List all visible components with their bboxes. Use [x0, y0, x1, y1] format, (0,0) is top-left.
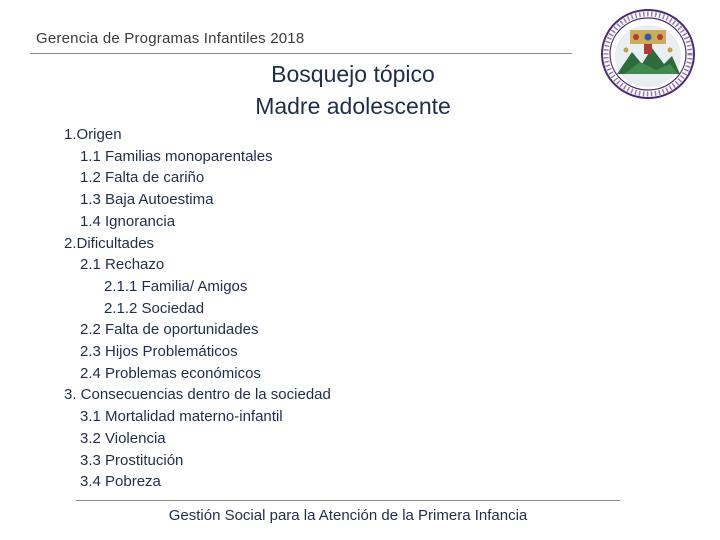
- header-text: Gerencia de Programas Infantiles 2018: [36, 30, 305, 47]
- footer-text: Gestión Social para la Atención de la Primera Infancia: [168, 507, 528, 524]
- outline-item: 2.1 Rechazo: [80, 256, 165, 274]
- outline-item: 2.3 Hijos Problemáticos: [80, 343, 238, 361]
- footer-divider: [76, 500, 620, 501]
- outline-item: 2.1.1 Familia/ Amigos: [104, 277, 248, 295]
- outline-item: 3.1 Mortalidad materno-infantil: [80, 408, 283, 426]
- topic-outline: [64, 124, 331, 493]
- slide-title: [230, 58, 476, 122]
- outline-item: 2.4 Problemas económicos: [80, 364, 261, 382]
- outline-item: 3.2 Violencia: [80, 429, 166, 447]
- title-line-1: Bosquejo tópico: [271, 61, 435, 87]
- title-line-2: Madre adolescente: [255, 93, 451, 119]
- outline-item: 1.Origen: [64, 126, 122, 143]
- outline-item: 3. Consecuencias dentro de la sociedad: [64, 386, 331, 404]
- outline-item: 2.1.2 Sociedad: [104, 299, 205, 317]
- outline-item: 1.2 Falta de cariño: [80, 169, 205, 187]
- outline-item: 1.1 Familias monoparentales: [80, 147, 273, 165]
- outline-item: 3.4 Pobreza: [80, 473, 161, 491]
- outline-item: 3.3 Prostitución: [80, 451, 184, 469]
- university-seal-icon: [600, 8, 696, 100]
- outline-item: 2.2 Falta de oportunidades: [80, 321, 259, 339]
- outline-item: 2.Dificultades: [64, 234, 155, 252]
- outline-item: 1.4 Ignorancia: [80, 212, 176, 230]
- outline-item: 1.3 Baja Autoestima: [80, 191, 214, 209]
- header-divider: [30, 53, 572, 54]
